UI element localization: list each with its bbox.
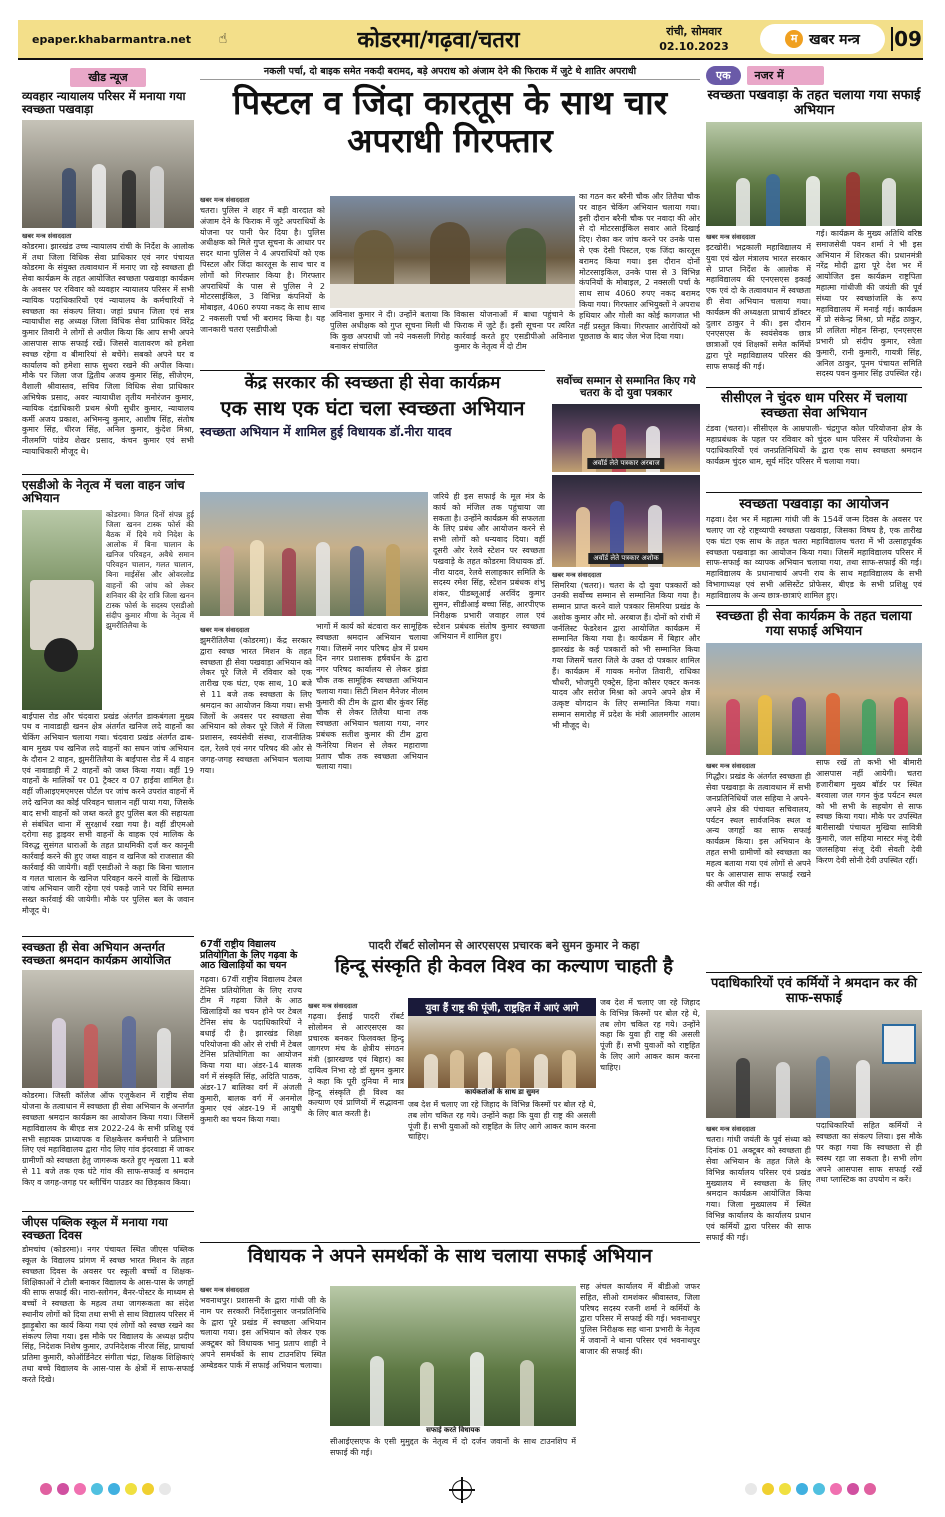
byline: खबर मन्त्र संवाददाता xyxy=(200,196,250,204)
tag-nazar: नजर में xyxy=(747,66,824,85)
lead-kicker: नकली पर्चा, दो बाइक समेत नकदी बरामद, बड़े अपराध को अंजाम देने की फिराक में जुटे थे शातिर अपराधी xyxy=(200,64,700,80)
color-dots-right xyxy=(745,1483,876,1497)
r1-body-2: गई। कार्यक्रम के मुख्य अतिथि वरिष्ठ समाजसेवी पवन शर्मा ने भी इस अभियान में शिरकत की। प्रधानमंत्री नरेंद्र मोदी द्वारा पूरे देश भर में आयोजित इस कार्यक्रम राष्ट्रपिता महात्मा गांधीजी की जयंती की पूर्व संध्या पर स्वच्छांजलि के रूप महाविद्यालय में मनाई गई। कार्यक्रम में प्रो संकेन्द्र मिश्रा, प्रो महेंद्र ठाकुर, प्रो ललिता मोहन सिन्हा, एनएसएस प्रभारी प्रो संदीप कुमार, रवेता कुमारी, रानी कुमारी, गायत्री सिंह, अनिल ठाकुर, पूनम पंचायत समिति सदस्य पवन कुमार सिंह उपस्थित रहे। xyxy=(816,229,922,379)
sanskriti-banner: युवा हैं राष्ट्र की पूंजी, राष्ट्रहित में आएं आगे xyxy=(408,998,596,1016)
award-body: सिमरिया (चतरा)। चतरा के दो युवा पत्रकारों को उनकी सर्वोच्च सम्मान से सम्मानित किया गया है। सम्मान प्राप्त करने वाले पत्रकार सिमरिया प्रखंड के अशोक कुमार और मो. अरबाज हैं। दोनों को रांची में जर्नलिस्ट फेडरेशन द्वारा आयोजित कार्यक्रम में सम्मानित किया गया है। कार्यक्रम में बिहार और झारखंड के कई पत्रकारों को भी सम्मानित किया गया जिसमें चतरा जिले के उक्त दो पत्रकार शामिल हैं। कार्यक्रम में गायक मनोज तिवारी, राधिका चौधरी, भोजपुरी एक्ट्रेस, हिना कौसर एक्टर कनक यादव और सरोज मिश्रा को अपने अपने क्षेत्र में उत्कृष्ट योगदान के लिए सम्मानित किया गया। सम्मान समारोह में प्रदेश के मंत्री आलमगीर आलम भी मौजूद थे। xyxy=(552,580,700,730)
swachhta-body-2: भागों में कार्य को बंटवारा कर सामूहिक स्वच्छता श्रमदान अभियान चलाया गया। जिसमें नगर परिषद क्षेत्र में प्रथम दिन नगर प्रशासक हर्षवर्धन के द्वारा नगर परिषद कार्यालय से लेकर झंडा चौक तक सामूहिक स्वच्छता अभियान चलाया गया। सिटी मिशन मैनेजर नीलम कुमारी की टीम के द्वारा बीर कुंवर सिंह चौक से लेकर तिलैया थाना तक स्वच्छता अभियान चलाया गया, नगर प्रबंधक सतीश कुमार की टीम द्वारा कनेरिया मिशन से लेकर महाराणा प्रताप चौक तक स्वच्छता अभियान चलाया गया। xyxy=(316,622,428,772)
issue-date: 02.10.2023 xyxy=(659,40,729,53)
brand-name: खबर मन्त्र xyxy=(809,31,860,48)
mla-safai-photo xyxy=(330,1286,576,1426)
court-photo xyxy=(22,120,194,228)
swachhta-col-1 xyxy=(200,622,312,866)
r1-photo xyxy=(706,122,922,226)
r1-body-1: इटखोरी। भद्रकाली महाविद्यालय में युवा एवं खेल मंत्रालय भारत सरकार से प्राप्त निर्देश के आलोक में महाविद्यालय की एनएसएस इकाई एक एवं दो के तत्वावधान में स्वच्छता ही सेवा अभियान चलाया गया। कार्यक्रम की अध्यक्षता प्राचार्य डॉक्टर दुलार ठाकुर ने की। इस दौरान एनएसएस के स्वयंसेवक छात्र छात्राओं एवं शिक्षकों समेत कर्मियों द्वारा पूरे महाविद्यालय परिसर की साफ सफाई की गई। xyxy=(706,243,811,371)
r4-photo xyxy=(706,643,922,755)
byline: खबर मन्त्र संवाददाता xyxy=(200,1286,250,1294)
registration-target-icon xyxy=(452,1480,472,1500)
section-tag: खीड न्यूज xyxy=(70,68,145,87)
award-story xyxy=(552,376,700,813)
swachhta-col-3 xyxy=(433,492,545,864)
r2-title: सीसीएल ने चुंदरु धाम परिसर में चलाया स्वच्छता सेवा अभियान xyxy=(720,391,908,421)
lead-body-2: अविनाश कुमार ने दी। उन्होंने बताया कि पुलिस अधीक्षक को गुप्त सूचना मिली थी कि कुछ अपराधी जो नये नकसली गिरोह बनाकर संचालित xyxy=(330,310,450,352)
swachhta-title-b: एक साथ एक घंटा चला स्वच्छता अभियान xyxy=(220,396,525,421)
lead-body-1: चतरा। पुलिस ने शहर में बड़ी वारदात को अंजाम देने के फिराक में जुटे अपराधियों के योजना पर पानी फेर दिया है। पुलिस अधीक्षक को मिले गुप्त सूचना के आधार पर सदर थाना पुलिस ने 4 अपराधियों को एक पिस्टल और जिंदा कारतूस के साथ चार व लोगों को गिरफ्तार किया है। गिरफ्तार अपराधियों के पास से पुलिस ने 2 मोटरसाईकिल, 3 विभिन्न कंपनियों के मोबाइल, 4060 रुपया नकद के साथ साथ 2 नकसली पर्चा भी बरामद किया है। यह जानकारी चतरा एसडीपीओ xyxy=(200,206,325,334)
sanskriti-story xyxy=(308,938,700,978)
swachhta-subtitle: स्वच्छता अभियान में शामिल हुई विधायक डॉ.नीरा यादव xyxy=(200,424,452,440)
mla-body-3: सह अंचल कार्यालय में बीडीओ जफर सहित, सीओ रामशंकर श्रीवास्तव, जिला परिषद सदस्य रजनी शर्मा ने कर्मियों के द्वारा परिसर में सफाई की गई। भवनाथपुर पुलिस निरीक्षक सह थाना प्रभारी के नेतृत्व में जवानों ने थाना परिसर एवं भवनाथपुर बाजार की सफाई की। xyxy=(580,1282,700,1356)
r5-photo xyxy=(706,1010,922,1118)
mla-safai-title: विधायक ने अपने समर्थकों के साथ चलाया सफाई अभियान xyxy=(247,1245,653,1267)
sanskriti-col-1 xyxy=(308,998,404,1240)
dateline xyxy=(634,24,754,54)
story-school-title: जीएस पब्लिक स्कूल में मनाया गया स्वच्छता दिवस xyxy=(22,1215,168,1243)
swachhta-story xyxy=(200,370,545,439)
r3-title: स्वच्छता पखवाड़ा का आयोजन xyxy=(739,496,889,513)
mla-body-1: भवनाथपुर। प्रशासनी के द्वारा गांधी जी के नाम पर सरकारी निर्देशानुसार जनप्रतिनिधि के द्वारा पूरे प्रखंड में स्वच्छता अभियान चलाया गया। इस अभियान को लेकर एक अक्टूबर को विधायक भानु प्रताप शाही ने अपने समर्थकों के साथ टाउनशिप स्थित अम्बेडकर पार्क में सफाई अभियान चलाया। xyxy=(200,1296,326,1370)
sanskriti-col-3 xyxy=(600,998,700,1230)
sanskriti-kicker: पादरी रॉबर्ट सोलोमन से आरएसएस प्रचारक बने सुमन कुमार ने कहा xyxy=(368,939,640,952)
tt-body: गढ़वा। 67वीं राष्ट्रीय विद्यालय टेबल टेनिस प्रतियोगिता के लिए राज्य टीम में गढ़वा जिले के आठ खिलाड़ियों का चयन होने पर टेबल टेनिस संघ के पदाधिकारियों ने बधाई दी है। झारखंड शिक्षा परियोजना की ओर से रांची में टेबल टेनिस प्रतियोगिता का आयोजन किया गया था। अंडर-14 बालक वर्ग में संस्कृति सिंह, अदिति पाठक, अंडर-17 बालिका वर्ग में अंजली कुमारी, बालक वर्ग में अनमोल कुमार एवं अंडर-19 में आयुषी कुमारी का चयन किया गया। xyxy=(200,974,302,1125)
swachhta-body-3: जरिये ही इस सफाई के मूल मंत्र के कार्य को मंजिल तक पहुंचाया जा सकता है। उन्होंने कार्यक्रम की सफलता के लिए प्रबंध और आयोजन करने से सभी लोगों को धन्यवाद दिया। वहीं दूसरी ओर रेलवे स्टेशन पर स्वच्छता पखवाड़े के तहत कोडरमा विधायक डॉ. नीरा यादव, रेलवे सलाहकार समिति के सदस्य रमेश सिंह, स्टेशन प्रबंधक शंभु शंकर, पीडब्लूआई अरविंद कुमार सुमन, सीडीआई बच्चा सिंह, आरपीएफ निरीक्षक प्रभारी जवाहर लाल एवं स्टेशन प्रबंधक संतोष कुमार स्वच्छता अभियान में शामिल हुए। xyxy=(433,492,545,642)
ek-nazar-tag xyxy=(706,66,922,85)
story-vehicle-body: बाईपास रोड और चंदवारा प्रखंड अंतर्गत डाकबंगला मुख्य पथ व नावाडाही खनन क्षेत्र अंतर्गत खनिज लदे वाहनों का चेकिंग अभियान चलाया गया। चंदवारा प्रखंड अंतर्गत ढाब-बाम मुख्य पथ खनिज लदे वाहनों का सघन जांच अभियान के दौरान 2 वाहन, झुमरीतिलैया के बाईपास रोड में 4 वाहन एवं नावाडाही में 2 वाहनों को जब्त किया गया। वहीं 19 वाहनों के मालिकों पर 01 ट्रैक्टर व 07 हाईवा शामिल है। वहीं जीआइएमएमएस पोर्टल पर जांच करने उपरांत वाहनों में लदे खनिज का कोई परिवहन चालान नहीं पाया गया, जिसके बाद सभी वाहनों को जब्त करते हुए पुलिस बल की सहायता से संबंधित थाना में सुरक्षार्थ रखा गया है। वहीं डीएमओ दरोगा सह ड्राइवर सभी वाहनों के वाहक एवं मालिक के विरुद्ध सुसंगत धाराओं के तहत प्राथमिकी दर्ज कर कानूनी कार्रवाई करने की हुए जब्त वाहन व खनिज को राजसात की कार्रवाई की जायेगी। वहीं एसडीओ ने कहा कि बिना चालान व गलत चालान के खनिज परिवहन करने वालों के खिलाफ जांच अभियान जारी रहेगा एवं पकड़े जाने पर विधि सम्मत सख्त कार्रवाई की जायेगी। मौके पर पुलिस बल के जवान मौजूद थे। xyxy=(22,711,194,915)
byline: खबर मन्त्र संवाददाता xyxy=(706,233,756,242)
r4-title: स्वच्छता ही सेवा कार्यक्रम के तहत चलाया गया सफाई अभियान xyxy=(716,609,912,639)
story-vehicle-title: एसडीओ के नेतृत्व में चला वाहन जांच अभियान xyxy=(22,477,185,506)
mla-body-2: सीआईएसएफ के एसी मुमुद्दत के नेतृत्व में दो दर्जन जवानों के साथ टाउनशिप में सफाई की गई। xyxy=(330,1437,576,1457)
sanskriti-photo-block xyxy=(408,998,596,1232)
mla-safai-caption: सफाई करते विधायक xyxy=(426,1426,480,1434)
award-caption-2: अवॉर्ड लेते पत्रकार अशोक xyxy=(588,553,663,564)
tag-ek: एक xyxy=(706,66,741,85)
r4-body-1: गिद्धौर। प्रखंड के अंतर्गत स्वच्छता ही सेवा पखवाड़ा के तत्वावधान में सभी जनप्रतिनिधियों जल सहिया ने अपने-अपने क्षेत्र की पंचायत सचिवालय, पर्यटन स्थल सार्वजनिक स्थल व अन्य जगहों का साफ सफाई कार्यक्रम किया। इस अभियान के तहत सभी ग्रामीणों को स्वच्छता का महत्व बताया गया एवं लोगों से अपने घर के आसपास साफ सफाई रखने की अपील की गई। xyxy=(706,772,811,890)
swachhta-photo-block xyxy=(200,492,428,616)
r5-body-2: पदाधिकारियों सहित कर्मियों ने स्वच्छता का संकल्प लिया। इस मौके पर कहा गया कि स्वच्छता से ही स्वस्थ रहा जा सकता है। सभी लोग अपने आसपास साफ सफाई रखें तथा प्लास्टिक का उपयोग न करें। xyxy=(816,1121,922,1185)
lead-headline: पिस्टल व जिंदा कारतूस के साथ चार अपराधी गिरफ्तार xyxy=(232,83,668,160)
color-dots-left xyxy=(40,1483,171,1497)
lead-col-4 xyxy=(579,192,700,368)
r4-body-2: साफ रखें तो कभी भी बीमारी आसपास नहीं आयेगी। चतरा हजारीबाग मुख्य बॉर्डर पर स्थित बरवाला जल गगन कुंड पर्यटन स्थल को भी सभी के सहयोग से साफ स्वच्छ किया गया। मौके पर उपस्थित बारीसाखी पंचायत मुखिया सावित्री कुमारी, जल सहिया मास्टर मंजू देवी जलसहिया संजू देवी सेवती देवी किरण देवी सोनी देवी उपस्थित रहीं। xyxy=(816,758,922,865)
sanskriti-caption: कार्यकर्ताओं के साथ डा सुमन xyxy=(464,1088,540,1096)
lead-body-4: का गठन कर बरैनी चौक और तितैया चौक पर वाहन चेकिंग अभियान चलाया गया। इसी दौरान बरैनी चौक पर नवादा की ओर से दो मोटरसाईकिल सवार आते दिखाई दिए। रोका कर जांच करने पर उनके पास से एक देसी पिस्टल, एक जिंदा कारतूस बरामद किया गया। इस दौरान दोनों मोटरसाइकिल, उनके पास से 3 विभिन्न कंपनियों के मोबाइल, 2 नक्सली पर्चा के साथ साथ 4060 रुपए नकद बरामद किया गया। गिरफ्तार अभियुक्तों ने अपराध हथियार और गोली का कोई कागजात भी नहीं प्रस्तुत किया। गिरफ्तार आरोपियों को पूछताछ के बाद जेल भेज दिया गया। xyxy=(579,192,700,342)
swachhta-body-1: झुमरीतिलैया (कोडरमा)। केंद्र सरकार द्वारा स्वच्छ भारत मिशन के तहत स्वच्छता ही सेवा पखवाड़ा अभियान को लेकर पूरे जिले में रविवार को एक तारीख एक घंटा, एक साथ, 10 बजे से 11 बजे तक स्वच्छता के लिए श्रमदान का आयोजन किया गया। सभी जिलों के अवसर पर स्वच्छता सेवा अभियान को लेकर पूरे जिले में जिला प्रशासन, स्वयंसेवी संस्था, राजनीतिक दल, रेलवे एवं नगर परिषद की ओर से जगह-जगह स्वच्छता अभियान चलाया गया। xyxy=(200,636,312,775)
tt-story xyxy=(200,940,302,1191)
story-shramdan-body: कोडरमा। जिस्ती कॉलेज ऑफ एजुकेशन में राष्ट्रीय सेवा योजना के तत्वाधान में स्वच्छता ही सेवा अभियान के अन्तर्गत स्वच्छता श्रमदान कार्यक्रम का आयोजन किया गया। जिसमें महाविद्यालय के बीएड सत्र 2022-24 के सभी प्रशिक्षु एवं सभी सहायक प्राध्यापक व शिक्षकेत्तर कर्मचारी ने प्रतिभाग लिए एवं महाविद्यालय द्वारा गोद लिए गांव इंदरवाडा में जाकर ग्रामीणों को स्वच्छता हेतु जागरूक करते हुए शृखला 11 बजे से 11 बजे तक एक घंटे गांव की साफ-सफाई व श्रमदान किए व जगह-जगह पर ब्लीचिंग पाउडर का छिड़काव किया। xyxy=(22,1091,194,1187)
r5-title: पदाधिकारियों एवं कर्मियों ने श्रमदान कर की साफ-सफाई xyxy=(711,976,917,1006)
byline: खबर मन्त्र संवाददाता xyxy=(200,626,250,634)
sanskriti-title: हिन्दू संस्कृति ही केवल विश्व का कल्याण चाहती है xyxy=(335,956,673,977)
city-day: रांची, सोमवार xyxy=(666,25,722,38)
masthead xyxy=(18,20,923,60)
lead-story xyxy=(200,64,700,160)
byline: खबर मन्त्र संवाददाता xyxy=(706,1125,756,1134)
district-title: कोडरमा/गढ़वा/चतरा xyxy=(357,28,520,53)
award-title: सर्वोच्च सम्मान से सम्मानित किए गये चतरा के दो युवा पत्रकार xyxy=(556,375,696,399)
mla-photo-block xyxy=(330,1286,576,1473)
story-vehicle-side: कोडरमा। विगत दिनों संपन्न हुई जिला खनन टास्क फोर्स की बैठक में दिये गये निदेश के आलोक में बिना चालान के खनिज परिवहन, अवैधे समान परिवहन चालान, गलत चालान, बिना माईसेंस और ओवरलोड वाहनों की जांच को लेकर शनिवार की देर रात्रि जिला खनन टास्क फोर्स के सदस्य एसडीओ संदीप कुमार मीणा के नेतृत्व में झुमरीतिलैया के xyxy=(106,509,194,630)
lead-col-1 xyxy=(200,192,325,374)
khabar-mantra-logo-icon: म xyxy=(785,30,803,48)
sanskriti-body-1: गढ़वा। ईसाई पादरी रॉबर्ट सोलोमन से आरएसएस का प्रचारक बनकर फिलवक्त हिन्दू जागरण मंच के क्षेत्रीय संगठन मंत्री (झारखण्ड एवं बिहार) का दायित्व निभा रहे डॉ सुमन कुमार ने कहा कि पूरी दुनिया में मात्र हिन्दू संस्कृति ही विश्व का कल्याण एवं प्राणियों में सद्भावना के लिए बात करती है। xyxy=(308,1012,404,1119)
story-school-body: डोमचांच (कोडरमा)। नगर पंचायत स्थित जीएस पब्लिक स्कूल के विद्यालय प्रांगण में स्वच्छ भारत मिशन के तहत स्वच्छता दिवस के अवसर पर स्कूली बच्चों व शिक्षक-शिक्षिकाओं ने टोली बनाकर विद्यालय के आस-पास के जगहों की साफ सफाई की। नारा-स्लोगन, बैनर-पोस्टर के माध्यम से बच्चों ने स्वच्छता के महत्व तथा जागरूकता का संदेश स्थानीय लोगों को दिया तथा सभी से साथ विद्यालय परिसर में झाड़ूबोरा का कार्य किया गया एवं लोगों को स्वच्छ रखने का संकल्प लिया गया। इस मौके पर विद्यालय के अध्यक्ष प्रदीप सिंह, निदेशक निशेष कुमार, उपनिदेशक नीरज सिंह, प्राचार्या प्रतिमा कुमारी, कोऑर्डिनेटर संगीता चंद्रा, शिक्षक शिक्षिकाएं तथा बच्चे विद्यालय के आस-पास के क्षेत्रों में साफ-सफाई करते दिखे। xyxy=(22,1245,194,1384)
byline: खबर मन्त्र संवाददाता xyxy=(308,1002,358,1010)
shramdan-photo xyxy=(22,970,194,1088)
swachhta-col-2 xyxy=(316,622,428,866)
cursor-icon: ☝ xyxy=(218,31,228,47)
story-court-body: कोडरमा। झारखंड उच्च न्यायालय रांची के निर्देश के आलोक में तथा जिला विधिक सेवा प्राधिकार एवं नगर पंचायत कोडरमा के संयुक्त तत्वावधान में मनाए जा रहे स्वच्छता ही सेवा कार्यक्रम के तहत आयोजित स्वच्छता पखवाड़ा कार्यक्रम के अवसर पर रविवार को व्यवहार न्यायालय परिसर में सभी न्यायिक पदाधिकारियों एवं न्यायालय के कर्मचारियों ने स्वच्छता का संकल्प लिया। जहां प्रधान जिला एवं सत्र न्यायाधीश सह अध्यक्ष जिला विधिक सेवा प्राधिकार विरेंद्र कुमार तिवारी ने लोगों से अपील किया कि आप सभी अपने आसपास साफ सफाई रखें। जिससे वातावरण को हमेशा स्वच्छ रहेगा व बीमारियां से बचेंगे। सबको अपने घर व कार्यालय को हमेशा साफ सुथरा रखने की अपील किया। मौके पर जिला जज द्वितीय अजय कुमार सिंह, सीजेएम, वैशाली श्रीवास्तव, सचिव जिला विधिक सेवा प्राधिकार अभिषेक प्रसाद, अवर न्यायाधीश तृतीय मनोरंजन कुमार, न्यायिक दंडाधिकारी प्रथम श्रेणी सुधीर कुमार, न्यायालय कर्मी अजय प्रकाश, अभिमन्यु कुमार, आशीष सिंह, संतोष कुमार सिंह, धीरज सिंह, अनिल कुमार, कुंदेश मिश्रा, नीलमणि पांडेय शेखर प्रसाद, कंचन कुमार एवं सभी न्यायाधिकारी मौजूद थे। xyxy=(22,241,194,456)
lead-photo-block xyxy=(330,196,575,366)
page-number: 09 xyxy=(891,27,923,51)
byline: खबर मन्त्र संवाददाता xyxy=(22,231,72,240)
right-column xyxy=(706,66,922,1325)
police-press-photo xyxy=(330,196,575,308)
tt-title: 67वीं राष्ट्रीय विद्यालय प्रतियोगिता के लिए गढ़वा के आठ खिलाड़ियों का चयन xyxy=(200,939,298,972)
sanskriti-body-3: जब देश में चलाए जा रहे जिहाद के विभिन्न किस्मों पर बोल रहे थे, तब लोग चकित रह गये। उन्होंने कहा कि युवा ही राष्ट्र की असली पूंजी हैं। सभी युवाओं को राष्ट्रहित के लिए आगे आकर काम करना चाहिए। xyxy=(600,998,700,1072)
story-shramdan-title: स्वच्छता ही सेवा अभियान अन्तर्गत स्वच्छता श्रमदान कार्यक्रम आयोजित xyxy=(22,939,171,967)
r3-body: गढ़वा। देश भर में महात्मा गांधी जी के 154वें जन्म दिवस के अवसर पर चलाए जा रहे राष्ट्रव्यापी स्वच्छता पखवाड़ा, जिसका विषय है, एक तारीख एक घंटा एक साथ के तहत चतरा महाविद्यालय चतरा में भी उत्साहपूर्वक स्वच्छता पखवाड़ा का आयोजन किया गया। जिसमें महाविद्यालय परिसर में साफ-सफाई का व्यापक अभियान चलाया गया, तथा साफ-सफाई की गई। महाविद्यालय के प्रधानाचार्य अपनी राय के साथ महाविद्यालय के सभी विभागाध्यक्ष एवं सभी असिस्टेंट प्रोफेसर, बीएड के सभी प्रशिक्षु एवं महाविद्यालय के अन्य छात्र-छात्राएं शामिल हुए। xyxy=(706,515,922,600)
r2-body: टंडवा (चतरा)। सीसीएल के आम्रपाली- चंद्रगुप्त कोल परियोजना क्षेत्र के महाप्रबंधक के पहल पर रविवार को चुंदरु धाम परिसर में परियोजना के पदाधिकारियों एवं जनप्रतिनिधियों के द्वारा एक साथ स्वच्छता श्रमदान कार्यक्रम चुंदरु धाम, सूर्य मंदिर परिसर में चलाया गया। xyxy=(706,424,922,466)
mla-cleaning-photo xyxy=(200,492,428,616)
left-column xyxy=(22,66,194,1395)
award-photo-1 xyxy=(552,404,700,472)
r1-title: स्वच्छता पखवाड़ा के तहत चलाया गया सफाई अभियान xyxy=(707,88,921,118)
mla-col-1 xyxy=(200,1282,326,1472)
sanskriti-photo xyxy=(408,1016,596,1088)
r5-body-1: चतरा। गांधी जयंती के पूर्व संध्या को दिनांक 01 अक्टूबर को स्वच्छता ही सेवा अभियान के तहत जिले के विभिन्न कार्यालय परिसर एवं प्रखंड मुख्यालय में स्वच्छता के लिए श्रमदान कार्यक्रम आयोजित किया गया। जिला मुख्यालय में स्थित विभिन्न कार्यालय के कार्यालय प्रधान एवं कर्मियों द्वारा परिसर की साफ सफाई की गई। xyxy=(706,1135,811,1242)
byline: खबर मन्त्र संवाददाता xyxy=(706,762,756,771)
award-photo-2 xyxy=(552,475,700,567)
sanskriti-body-2: जब देश में चलाए जा रहे जिहाद के विभिन्न किस्मों पर बोल रहे थे, तब लोग चकित रह गये। उन्होंने कहा कि युवा ही राष्ट्र की असली पूंजी हैं। सभी युवाओं को राष्ट्रहित के लिए आगे आकर काम करना चाहिए। xyxy=(408,1100,596,1142)
story-court-title: व्यवहार न्यायालय परिसर में मनाया गया स्वच्छता पखवाड़ा xyxy=(22,89,186,116)
lead-body-3: विकास योजनाओं में बाधा पहुंचाने के फिराक में जुटे हैं। इसी सूचना पर त्वरित कार्रवाई करते हुए एसडीपीओ अविनाश कुमार के नेतृत्व में दो टीम xyxy=(454,310,575,352)
mla-safai-story xyxy=(200,1242,700,1267)
vehicle-photo xyxy=(22,510,102,710)
mla-col-3 xyxy=(580,1282,700,1472)
swachhta-title-a: केंद्र सरकार की स्वच्छता ही सेवा कार्यक्रम xyxy=(244,373,501,393)
award-caption-1: अवॉर्ड लेते पत्रकार अरबाज xyxy=(587,458,664,469)
brand-badge xyxy=(760,24,885,54)
byline: खबर मन्त्र संवाददाता xyxy=(552,570,602,579)
site-url[interactable]: epaper.khabarmantra.net xyxy=(32,32,191,46)
